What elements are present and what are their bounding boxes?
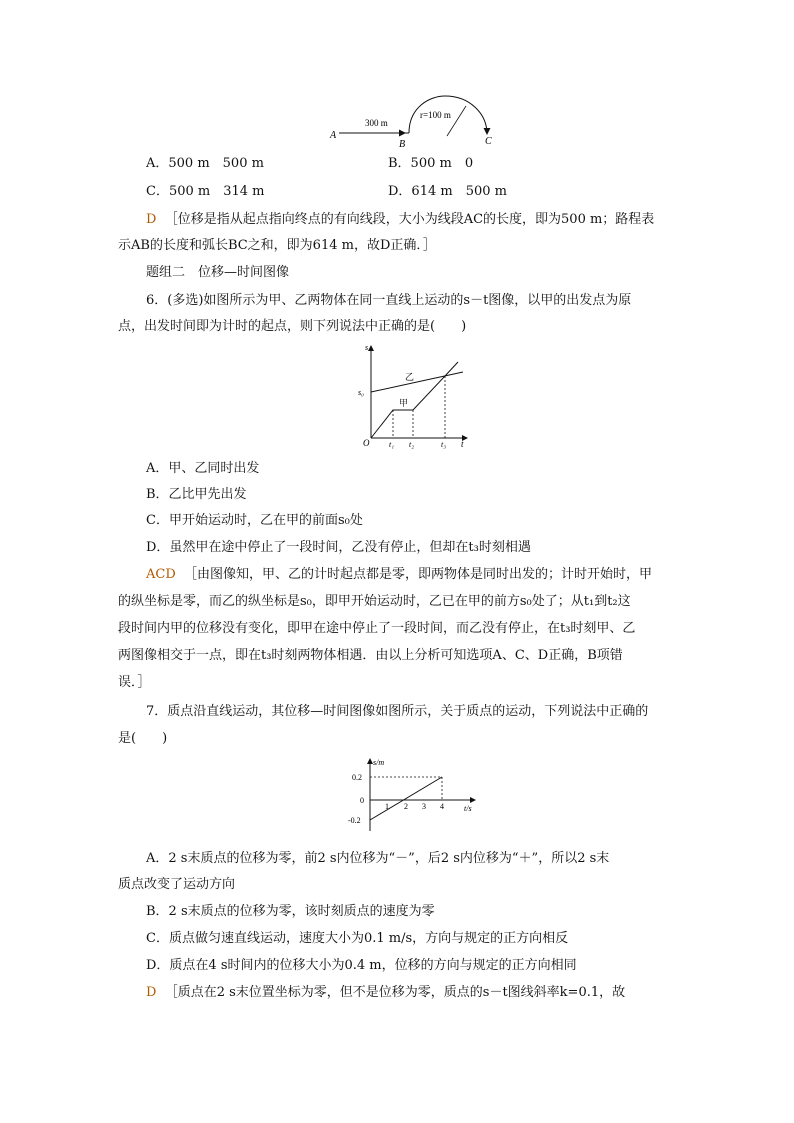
q6-option-b: B．乙比甲先出发 bbox=[146, 487, 247, 502]
q7-option-d: D．质点在4 s时间内的位移大小为0.4 m，位移的方向与规定的正方向相同 bbox=[146, 958, 577, 973]
track-figure bbox=[325, 92, 505, 150]
q5-option-a: A．500 m 500 m bbox=[146, 156, 264, 171]
q5-option-b: B．500 m 0 bbox=[388, 156, 474, 171]
q6-explanation-line4: 两图像相交于一点，即在t₃时刻两物体相遇．由以上分析可知选项A、C、D正确，B项错 bbox=[118, 648, 623, 663]
section-title: 题组二 位移—时间图像 bbox=[146, 265, 290, 280]
q6-label-jia: 甲 bbox=[399, 398, 409, 408]
label-radius: r=100 m bbox=[420, 110, 451, 120]
q6-option-c: C．甲开始运动时，乙在甲的前面s₀处 bbox=[146, 513, 363, 528]
q7-stem-line1: 7．质点沿直线运动，其位移—时间图像如图所示，关于质点的运动，下列说法中正确的 bbox=[146, 704, 649, 719]
q6-answer: ACD bbox=[146, 567, 176, 582]
q6-stem-line1: 6．(多选)如图所示为甲、乙两物体在同一直线上运动的s－t图像，以甲的出发点为原 bbox=[146, 293, 632, 308]
q7-option-a-line2: 质点改变了运动方向 bbox=[118, 877, 236, 892]
label-a: A bbox=[330, 130, 337, 141]
q6-label-s: s bbox=[365, 343, 369, 352]
q7-option-a-line1: A．2 s末质点的位移为零，前2 s内位移为“－”，后2 s内位移为“＋”，所以2 s末 bbox=[146, 851, 610, 866]
q5-option-c: C．500 m 314 m bbox=[146, 184, 265, 199]
q7-option-b: B．2 s末质点的位移为零，该时刻质点的速度为零 bbox=[146, 904, 435, 919]
q6-option-a: A．甲、乙同时出发 bbox=[146, 461, 260, 476]
q7-xtick-1: 1 bbox=[385, 802, 389, 811]
q7-xtick-2: 2 bbox=[404, 802, 408, 811]
label-c: C bbox=[485, 136, 492, 147]
q7-xlabel: t/s bbox=[464, 804, 472, 813]
q7-ytick-bottom: -0.2 bbox=[348, 816, 361, 825]
q5-answer: D bbox=[146, 212, 157, 227]
q6-stem-line2: 点，出发时间即为计时的起点，则下列说法中正确的是( ) bbox=[118, 319, 467, 334]
q7-st-graph bbox=[340, 755, 490, 835]
q7-stem-line2: 是( ) bbox=[118, 731, 168, 746]
q6-explanation-line1: ACD ［由图像知，甲、乙的计时起点都是零，即两物体是同时出发的；计时开始时，甲 bbox=[146, 567, 653, 582]
q5-explanation-line2: 示AB的长度和弧长BC之和，即为614 m，故D正确．］ bbox=[118, 238, 436, 253]
q6-label-t3: t₃ bbox=[441, 440, 447, 449]
q6-explanation-line3: 段时间内甲的位移没有变化，即甲在途中停止了一段时间，而乙没有停止，在t₃时刻甲、乙 bbox=[118, 621, 636, 636]
q7-ytick-zero: 0 bbox=[360, 796, 364, 805]
q7-xtick-4: 4 bbox=[440, 802, 444, 811]
q7-data-line bbox=[370, 777, 442, 820]
q7-ylabel: s/m bbox=[373, 758, 385, 767]
q6-label-t1: t₁ bbox=[389, 440, 395, 449]
q7-explanation-line1: D ［质点在2 s末位置坐标为零，但不是位移为零，质点的s－t图线斜率k=0.1，故 bbox=[146, 985, 626, 1000]
q6-line-yi bbox=[371, 372, 463, 392]
label-b: B bbox=[399, 139, 406, 150]
q7-answer: D bbox=[146, 985, 157, 1000]
q6-label-s0: s₀ bbox=[358, 388, 364, 397]
q7-option-c: C．质点做匀速直线运动，速度大小为0.1 m/s，方向与规定的正方向相反 bbox=[146, 931, 569, 946]
q7-xtick-3: 3 bbox=[422, 802, 426, 811]
q6-explanation-line5: 误．］ bbox=[118, 675, 151, 690]
q6-explanation-line2: 的纵坐标是零，而乙的纵坐标是s₀，即甲开始运动时，乙已在甲的前方s₀处了；从t₁到t₂这 bbox=[118, 594, 631, 609]
q5-option-d: D．614 m 500 m bbox=[388, 184, 507, 199]
q5-explanation-line1: D ［位移是指从起点指向终点的有向线段，大小为线段AC的长度，即为500 m；路程表 bbox=[146, 212, 655, 227]
label-len: 300 m bbox=[365, 118, 388, 128]
q6-label-t: t bbox=[461, 439, 464, 449]
q6-label-yi: 乙 bbox=[405, 372, 415, 382]
q7-ytick-top: 0.2 bbox=[352, 773, 362, 782]
q6-st-graph bbox=[355, 340, 475, 452]
q6-label-o: O bbox=[363, 438, 370, 448]
q6-label-t2: t₂ bbox=[409, 440, 415, 449]
q6-option-d: D．虽然甲在途中停止了一段时间，乙没有停止，但却在t₃时刻相遇 bbox=[146, 540, 531, 555]
